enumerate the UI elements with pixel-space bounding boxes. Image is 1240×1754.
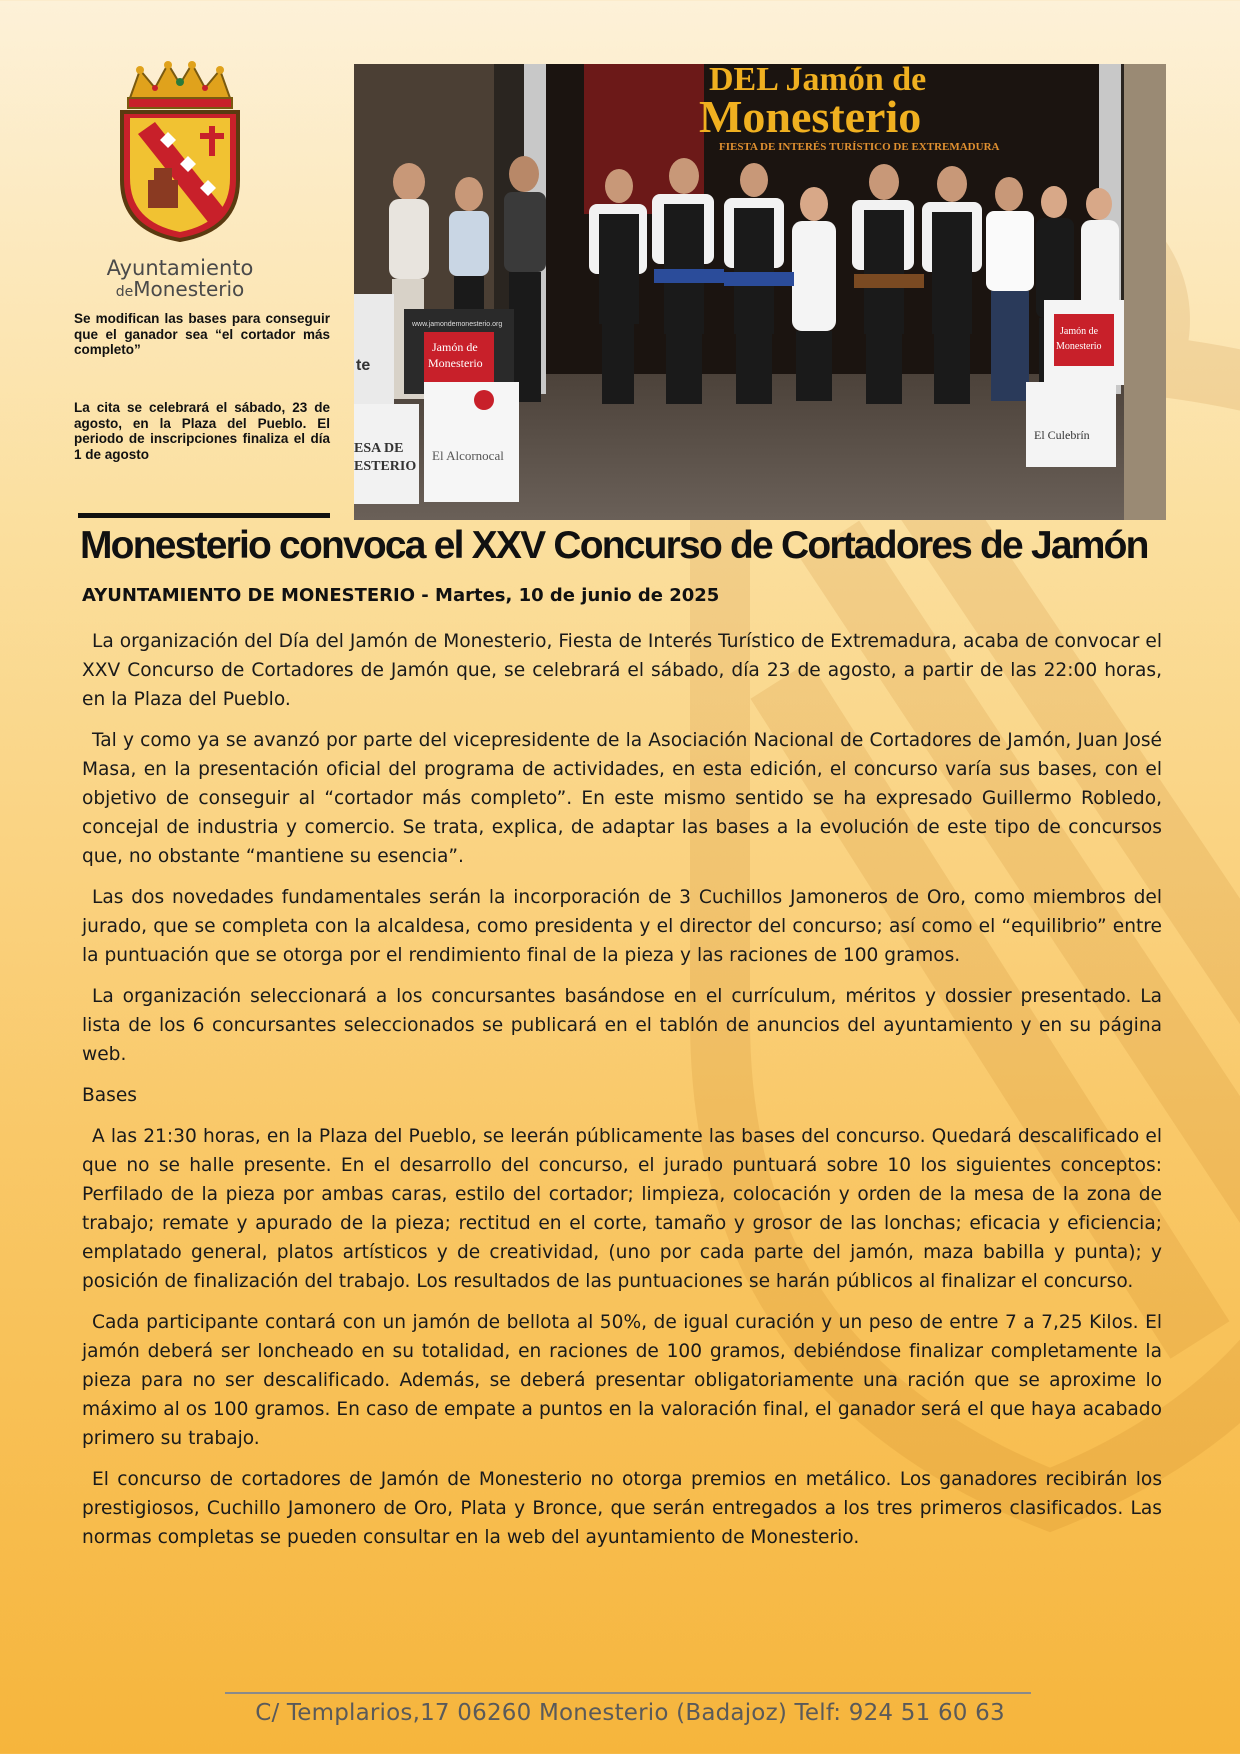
ayuntamiento-coat-of-arms-logo (100, 60, 260, 260)
banner-line-2: Monesterio (699, 91, 922, 142)
sign-mesa-line-2: ESTERIO (354, 459, 417, 474)
paragraph-5: A las 21:30 horas, en la Plaza del Pueblo, se leerán públicamente las bases del concurso. Quedará descalificado el que no se halle presente. En el desarrollo del concurso, el jurado puntuará sobre 10 los siguientes conceptos: Perfilado de la pieza por ambas caras, estilo del cortador; limpieza, colocación y orden de la mesa de la zona de trabajo; remate y apurado de la pieza; rectitud en el corte, tamaño y grosor de las lonchas; eficacia y eficiencia; emplatado general, platos artísticos y de creatividad, (uno por cada parte del jamón, maza babilla y punta); y posición de finalización del trabajo. Los resultados de las puntuaciones se harán públicos al finalizar el concurso. (82, 1126, 1162, 1292)
sign-left-brand-2: Monesterio (428, 356, 483, 370)
sign-mesa-line-1: ESA DE (354, 441, 404, 456)
footer-divider (225, 1692, 1031, 1694)
sign-left-url: www.jamondemonesterio.org (412, 321, 503, 328)
logo-line-1: Ayuntamiento (106, 256, 254, 280)
paragraph-7: El concurso de cortadores de Jamón de Monesterio no otorga premios en metálico. Los ganadores recibirán los prestigiosos, Cuchillo Jamonero de Oro, Plata y Bronce, que serán entregados a los tres primeros clasificados. Las normas completas se pueden consultar en la web del ayuntamiento de Monesterio. (82, 1469, 1162, 1548)
sign-left-brand-1: Jamón de (432, 340, 478, 354)
sign-edge-te: te (356, 357, 371, 374)
sign-alcornocal: El Alcornocal (432, 448, 504, 463)
sign-right-brand-1: Jamón de (1060, 326, 1099, 337)
side-note-date-info: La cita se celebrará el sábado, 23 de agosto, en la Plaza del Pueblo. El periodo de inscripciones finaliza el día 1 de agosto (74, 400, 330, 462)
banner-line-3: FIESTA DE INTERÉS TURÍSTICO DE EXTREMADURA (719, 141, 1000, 153)
event-photo (354, 64, 1166, 520)
paragraph-3: Las dos novedades fundamentales serán la incorporación de 3 Cuchillos Jamoneros de Oro, como miembros del jurado, que se completa con la alcaldesa, como presidenta y el director del concurso; así como el “equilibrio” entre la puntuación que se otorga por el rendimiento final de la pieza y las raciones de 100 gramos. (82, 887, 1162, 966)
banner-line-1: DEL Jamón de (709, 64, 927, 98)
paragraph-1: La organización del Día del Jamón de Monesterio, Fiesta de Interés Turístico de Extremadura, acaba de convocar el XXV Concurso de Cortadores de Jamón que, se celebrará el sábado, día 23 de agosto, a partir de las 22:00 horas, en la Plaza del Pueblo. (82, 631, 1162, 710)
article-headline: Monesterio convoca el XXV Concurso de Cortadores de Jamón (80, 524, 1148, 567)
paragraph-2: Tal y como ya se avanzó por parte del vicepresidente de la Asociación Nacional de Cortadores de Jamón, Juan José Masa, en la presentación oficial del programa de actividades, en esta edición, el concurso varía sus bases, con el objetivo de conseguir al “cortador más completo”. En este mismo sentido se ha expresado Guillermo Robledo, concejal de industria y comercio. Se trata, explica, de adaptar las bases a la evolución de este tipo de concursos que, no obstante “mantiene su esencia”. (82, 730, 1162, 867)
logo-line-2: deMonesterio (115, 277, 245, 301)
footer-address: C/ Templarios,17 06260 Monesterio (Badajoz) Telf: 924 51 60 63 (255, 1700, 1005, 1726)
logo-wordmark (80, 258, 280, 303)
paragraph-4: La organización seleccionará a los concursantes basándose en el currículum, méritos y dossier presentado. La lista de los 6 concursantes seleccionados se publicará en el tablón de anuncios del ayuntamiento y en su página web. (82, 986, 1162, 1065)
sign-right-brand-2: Monesterio (1056, 341, 1102, 352)
article-body (82, 627, 1162, 1564)
article-byline: AYUNTAMIENTO DE MONESTERIO - Martes, 10 de junio de 2025 (82, 585, 720, 606)
side-divider (78, 513, 330, 518)
paragraph-6: Cada participante contará con un jamón de bellota al 50%, de igual curación y un peso de entre 7 a 7,25 Kilos. El jamón deberá ser loncheado en su totalidad, en raciones de 100 gramos, debiéndose finalizar completamente la pieza para no ser descalificado. Además, se deberá presentar obligatoriamente una ración que se aproxime lo máximo al os 100 gramos. En caso de empate a puntos en la valoración final, el ganador será el que haya acabado primero su trabajo. (82, 1312, 1162, 1449)
side-note-subtitle: Se modifican las bases para conseguir que el ganador sea “el cortador más completo” (74, 311, 330, 357)
sign-culebrin: El Culebrín (1034, 428, 1090, 442)
section-heading-bases: Bases (82, 1085, 137, 1106)
